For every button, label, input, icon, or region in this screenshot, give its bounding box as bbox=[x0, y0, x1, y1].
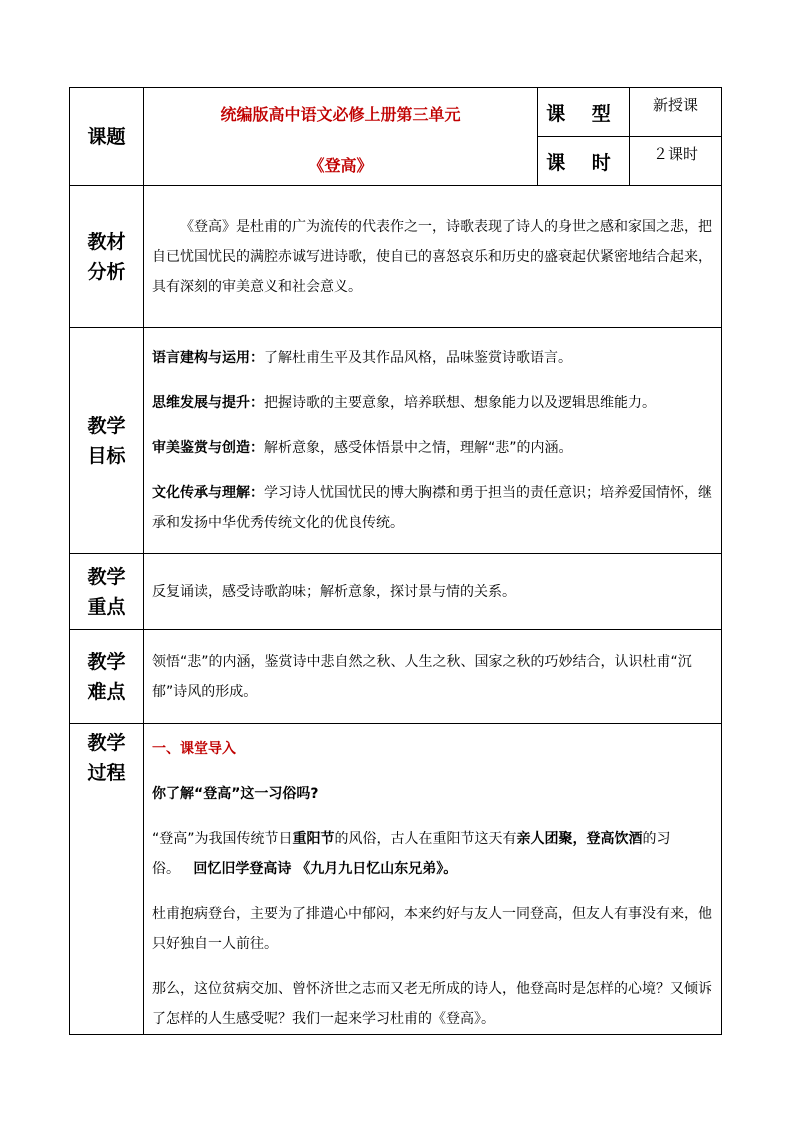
process-label: 教学 过程 bbox=[70, 724, 144, 1035]
transition-paragraph: 那么，这位贫病交加、曾怀济世之志而又老无所成的诗人，他登高时是怎样的心境？又倾诉了怎样的人生感受呢？我们一起来学习杜甫的《登高》。 bbox=[152, 981, 712, 1027]
intro-question: 你了解“登高”这一习俗吗? bbox=[152, 786, 319, 802]
lesson-hours-value: ２课时 bbox=[630, 137, 722, 186]
teaching-goals bbox=[144, 328, 722, 554]
key-points-label: 教学 重点 bbox=[70, 554, 144, 630]
goals-label: 教学 目标 bbox=[70, 328, 144, 554]
teaching-process bbox=[144, 724, 722, 1035]
difficulties-text: 领悟“悲”的内涵，鉴赏诗中悲自然之秋、人生之秋、国家之秋的巧妙结合，认识杜甫“沉郁”诗风的形成。 bbox=[152, 653, 692, 700]
lesson-type-value: 新授课 bbox=[630, 88, 722, 137]
section-title: 一、课堂导入 bbox=[152, 741, 236, 757]
material-label: 教材 分析 bbox=[70, 186, 144, 328]
lesson-title-line2: 《登高》 bbox=[308, 155, 373, 175]
lesson-plan-table bbox=[69, 87, 722, 1035]
goal-item: 思维发展与提升：把握诗歌的主要意象，培养联想、想象能力以及逻辑思维能力。 bbox=[152, 395, 656, 411]
lesson-type-label: 课 型 bbox=[538, 88, 630, 137]
background-paragraph: 杜甫抱病登台，主要为了排遣心中郁闷，本来约好与友人一同登高，但友人有事没有来，他只好独自一人前往。 bbox=[152, 906, 712, 952]
lesson-hours-label: 课 时 bbox=[538, 137, 630, 186]
goal-item: 语言建构与运用：了解杜甫生平及其作品风格，品味鉴赏诗歌语言。 bbox=[152, 350, 572, 366]
goal-item: 文化传承与理解：学习诗人忧国忧民的博大胸襟和勇于担当的责任意识；培养爱国情怀，继承和发扬中华优秀传统文化的优良传统。 bbox=[152, 485, 712, 531]
goal-item: 审美鉴赏与创造：解析意象，感受体悟景中之情，理解“悲”的内涵。 bbox=[152, 440, 573, 456]
material-analysis bbox=[144, 186, 722, 328]
material-text: 《登高》是杜甫的广为流传的代表作之一，诗歌表现了诗人的身世之感和家国之悲，把自已忧国忧民的满腔赤诚写进诗歌，使自已的喜怒哀乐和历史的盛衰起伏紧密地结合起来，具有深刻的审美意义和社会意义。 bbox=[152, 218, 712, 295]
intro-paragraph: “登高”为我国传统节日重阳节的风俗，古人在重阳节这天有亲人团聚，登高饮酒的习俗。 回忆旧学登高诗 《九月九日忆山东兄弟》。 bbox=[152, 831, 671, 877]
topic-label: 课题 bbox=[70, 88, 144, 186]
lesson-title bbox=[144, 88, 538, 186]
difficulties bbox=[144, 630, 722, 724]
key-points-text: 反复诵读，感受诗歌韵味；解析意象，探讨景与情的关系。 bbox=[152, 583, 516, 600]
difficulties-label: 教学 难点 bbox=[70, 630, 144, 724]
key-points bbox=[144, 554, 722, 630]
lesson-title-line1: 统编版高中语文必修上册第三单元 bbox=[220, 104, 461, 124]
